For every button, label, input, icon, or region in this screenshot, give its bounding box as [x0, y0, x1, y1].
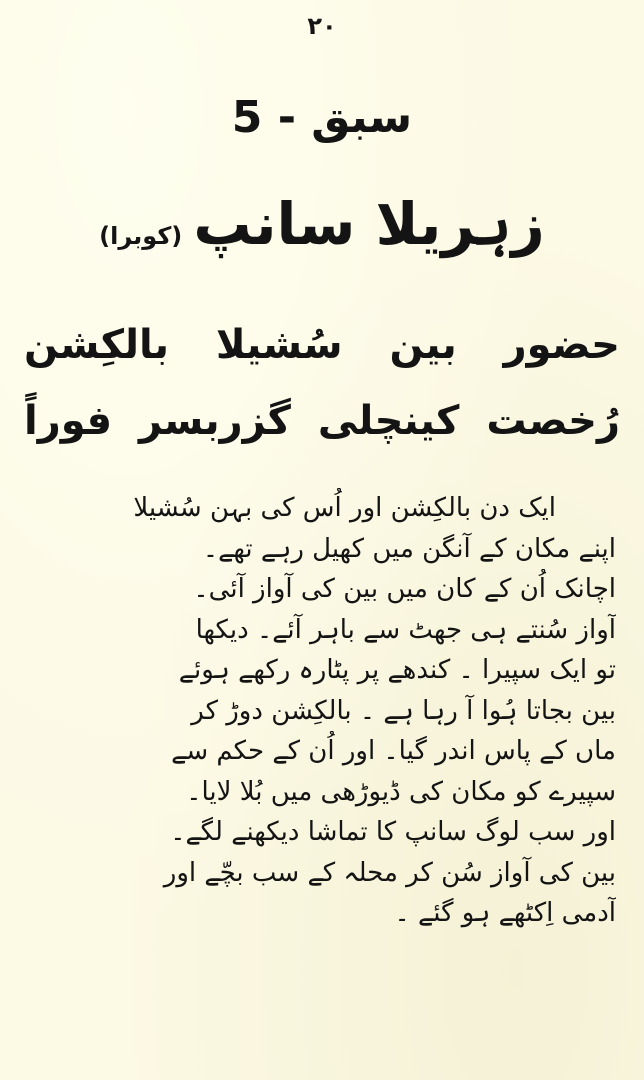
paragraph-line: سپیرے کو مکان کی ڈیوڑھی میں بُلا لایا۔	[186, 776, 616, 807]
vocabulary-word: بالکِشن	[24, 322, 170, 368]
vocabulary-word: حضور	[503, 322, 620, 368]
lesson-paragraph	[28, 488, 616, 934]
paragraph-line: آدمی اِکٹھے ہو گئے ۔	[394, 898, 616, 928]
vocabulary-row-2	[24, 398, 620, 444]
page-number: ۲۰	[307, 12, 337, 40]
lesson-title-subtitle: (کوبرا)	[99, 222, 183, 250]
vocabulary-row-1	[24, 322, 620, 368]
vocabulary-word: بین	[389, 322, 457, 368]
paragraph-line: آواز سُنتے ہی جھٹ سے باہر آئے۔ دیکھا	[195, 614, 616, 645]
vocabulary-word: فوراً	[24, 398, 113, 444]
paragraph-line: اپنے مکان کے آنگن میں کھیل رہے تھے۔	[202, 533, 616, 564]
vocabulary-word: گزربسر	[139, 398, 291, 444]
lesson-title-main: زہریلا سانپ	[193, 190, 545, 258]
paragraph-line: ایک دن بالکِشن اور اُس کی بہن سُشیلا	[133, 493, 556, 523]
paragraph-line: بین بجاتا ہُوا آ رہا ہے ۔ بالکِشن دوڑ کر	[191, 695, 616, 726]
paragraph-line: تو ایک سپیرا ۔ کندھے پر پٹارہ رکھے ہوئے	[178, 655, 616, 685]
paragraph-line: ماں کے پاس اندر گیا۔ اور اُن کے حکم سے	[171, 736, 616, 766]
vocabulary-word: کینچلی	[317, 398, 460, 444]
paragraph-line: اور سب لوگ سانپ کا تماشا دیکھنے لگے۔	[170, 817, 616, 847]
paragraph-line: بین کی آواز سُن کر محلہ کے سب بچّے اور	[163, 857, 616, 888]
vocabulary-word: سُشیلا	[215, 322, 343, 368]
lesson-title	[0, 190, 644, 258]
paragraph-line: اچانک اُن کے کان میں بین کی آواز آئی۔	[193, 574, 616, 604]
vocabulary-word: رُخصت	[486, 398, 620, 444]
lesson-label: سبق - 5	[231, 92, 413, 143]
